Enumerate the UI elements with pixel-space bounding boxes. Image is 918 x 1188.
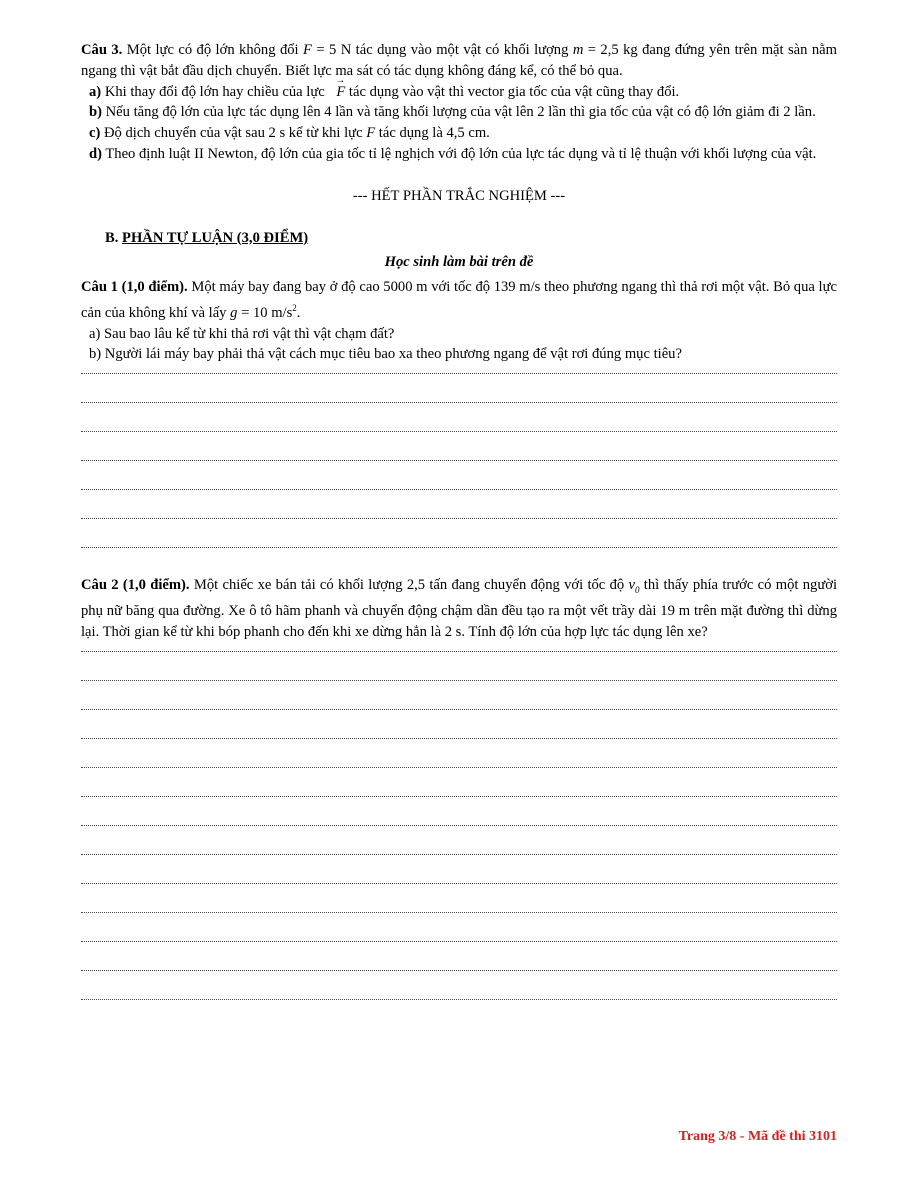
essay1-label: Câu 1 (1,0 điểm). xyxy=(81,279,188,296)
answer-line xyxy=(81,373,837,374)
end-mcq-marker: --- HẾT PHẦN TRẮC NGHIỆM --- xyxy=(352,187,566,204)
answer-line xyxy=(81,431,837,432)
answer-line xyxy=(81,547,837,548)
answer-line xyxy=(81,402,837,403)
answer-line xyxy=(81,970,837,971)
section-b-heading: B. PHẦN TỰ LUẬN (3,0 ĐIỂM) xyxy=(105,229,309,246)
answer-line xyxy=(81,854,837,855)
essay1-stem: Câu 1 (1,0 điểm). Một máy bay đang bay ở độ cao 5000 m với tốc độ 139 m/s theo phương ngang thì thả rơi một vật. Bỏ qua lực cản của không khí và lấy g = 10 $m/s^2$. xyxy=(81,279,837,321)
answer-line xyxy=(81,796,837,797)
answer-line xyxy=(81,825,837,826)
answer-line xyxy=(81,883,837,884)
essay2-stem: Câu 2 (1,0 điểm). Một chiếc xe bán tải có khối lượng 2,5 tấn đang chuyển động với tốc độ $v_0$ thì thấy phía trước có một người phụ nữ băng qua đường. Xe ô tô hãm phanh và chuyển động chậm dần đều tạo ra một vết trầy dài 19 m trên mặt đường thì dừng lại. Thời gian kể từ khi bóp phanh cho đến khi xe dừng hẳn là 2 s. Tính độ lớn của hợp lực tác dụng lên xe? xyxy=(81,577,837,640)
answer-line xyxy=(81,941,837,942)
essay1-part-b: b) Người lái máy bay phải thả vật cách mục tiêu bao xa theo phương ngang để vật rơi đúng mục tiêu? xyxy=(89,346,682,363)
section-b-instruction: Học sinh làm bài trên đề xyxy=(384,254,534,271)
answer-line xyxy=(81,489,837,490)
answer-line xyxy=(81,912,837,913)
essay2-label: Câu 2 (1,0 điểm). xyxy=(81,577,190,594)
q3-stem: Câu 3. Một lực có độ lớn không đổi F = 5 N tác dụng vào một vật có khối lượng m = 2,5 kg đang đứng yên trên mặt sàn nằm ngang thì vật bắt đầu dịch chuyển. Biết lực ma sát có tác dụng không đáng kể, có thể bỏ qua. xyxy=(81,42,837,79)
exam-page xyxy=(81,40,837,1000)
essay1-part-a: a) Sau bao lâu kể từ khi thả rơi vật thì vật chạm đất? xyxy=(89,325,395,342)
page-footer: Trang 3/8 - Mã đề thi 3101 xyxy=(678,1129,837,1144)
answer-line xyxy=(81,738,837,739)
q3-statement-b: b) Nếu tăng độ lớn của lực tác dụng lên 4 lần và tăng khối lượng của vật lên 2 lần thì gia tốc của vật có độ lớn giảm đi 2 lần. xyxy=(89,104,816,121)
essay2-answer-lines[interactable] xyxy=(81,651,837,1000)
q3-label: Câu 3. xyxy=(81,42,123,58)
answer-line xyxy=(81,518,837,519)
essay1-answer-lines[interactable] xyxy=(81,373,837,548)
answer-line xyxy=(81,709,837,710)
answer-line xyxy=(81,767,837,768)
q3-statement-a: a) Khi thay đổi độ lớn hay chiều của lực → F tác dụng vào vật thì vector gia tốc của vật cũng thay đổi. xyxy=(81,82,837,103)
q3-statement-d: d) Theo định luật II Newton, độ lớn của gia tốc tỉ lệ nghịch với độ lớn của lực tác dụng và tỉ lệ thuận với khối lượng của vật. xyxy=(89,145,817,162)
force-vector-symbol: → F xyxy=(328,82,345,103)
answer-line xyxy=(81,680,837,681)
answer-line xyxy=(81,460,837,461)
answer-line xyxy=(81,651,837,652)
answer-line xyxy=(81,999,837,1000)
q3-statement-c: c) Độ dịch chuyển của vật sau 2 s kể từ khi lực F tác dụng là 4,5 cm. xyxy=(89,125,490,142)
